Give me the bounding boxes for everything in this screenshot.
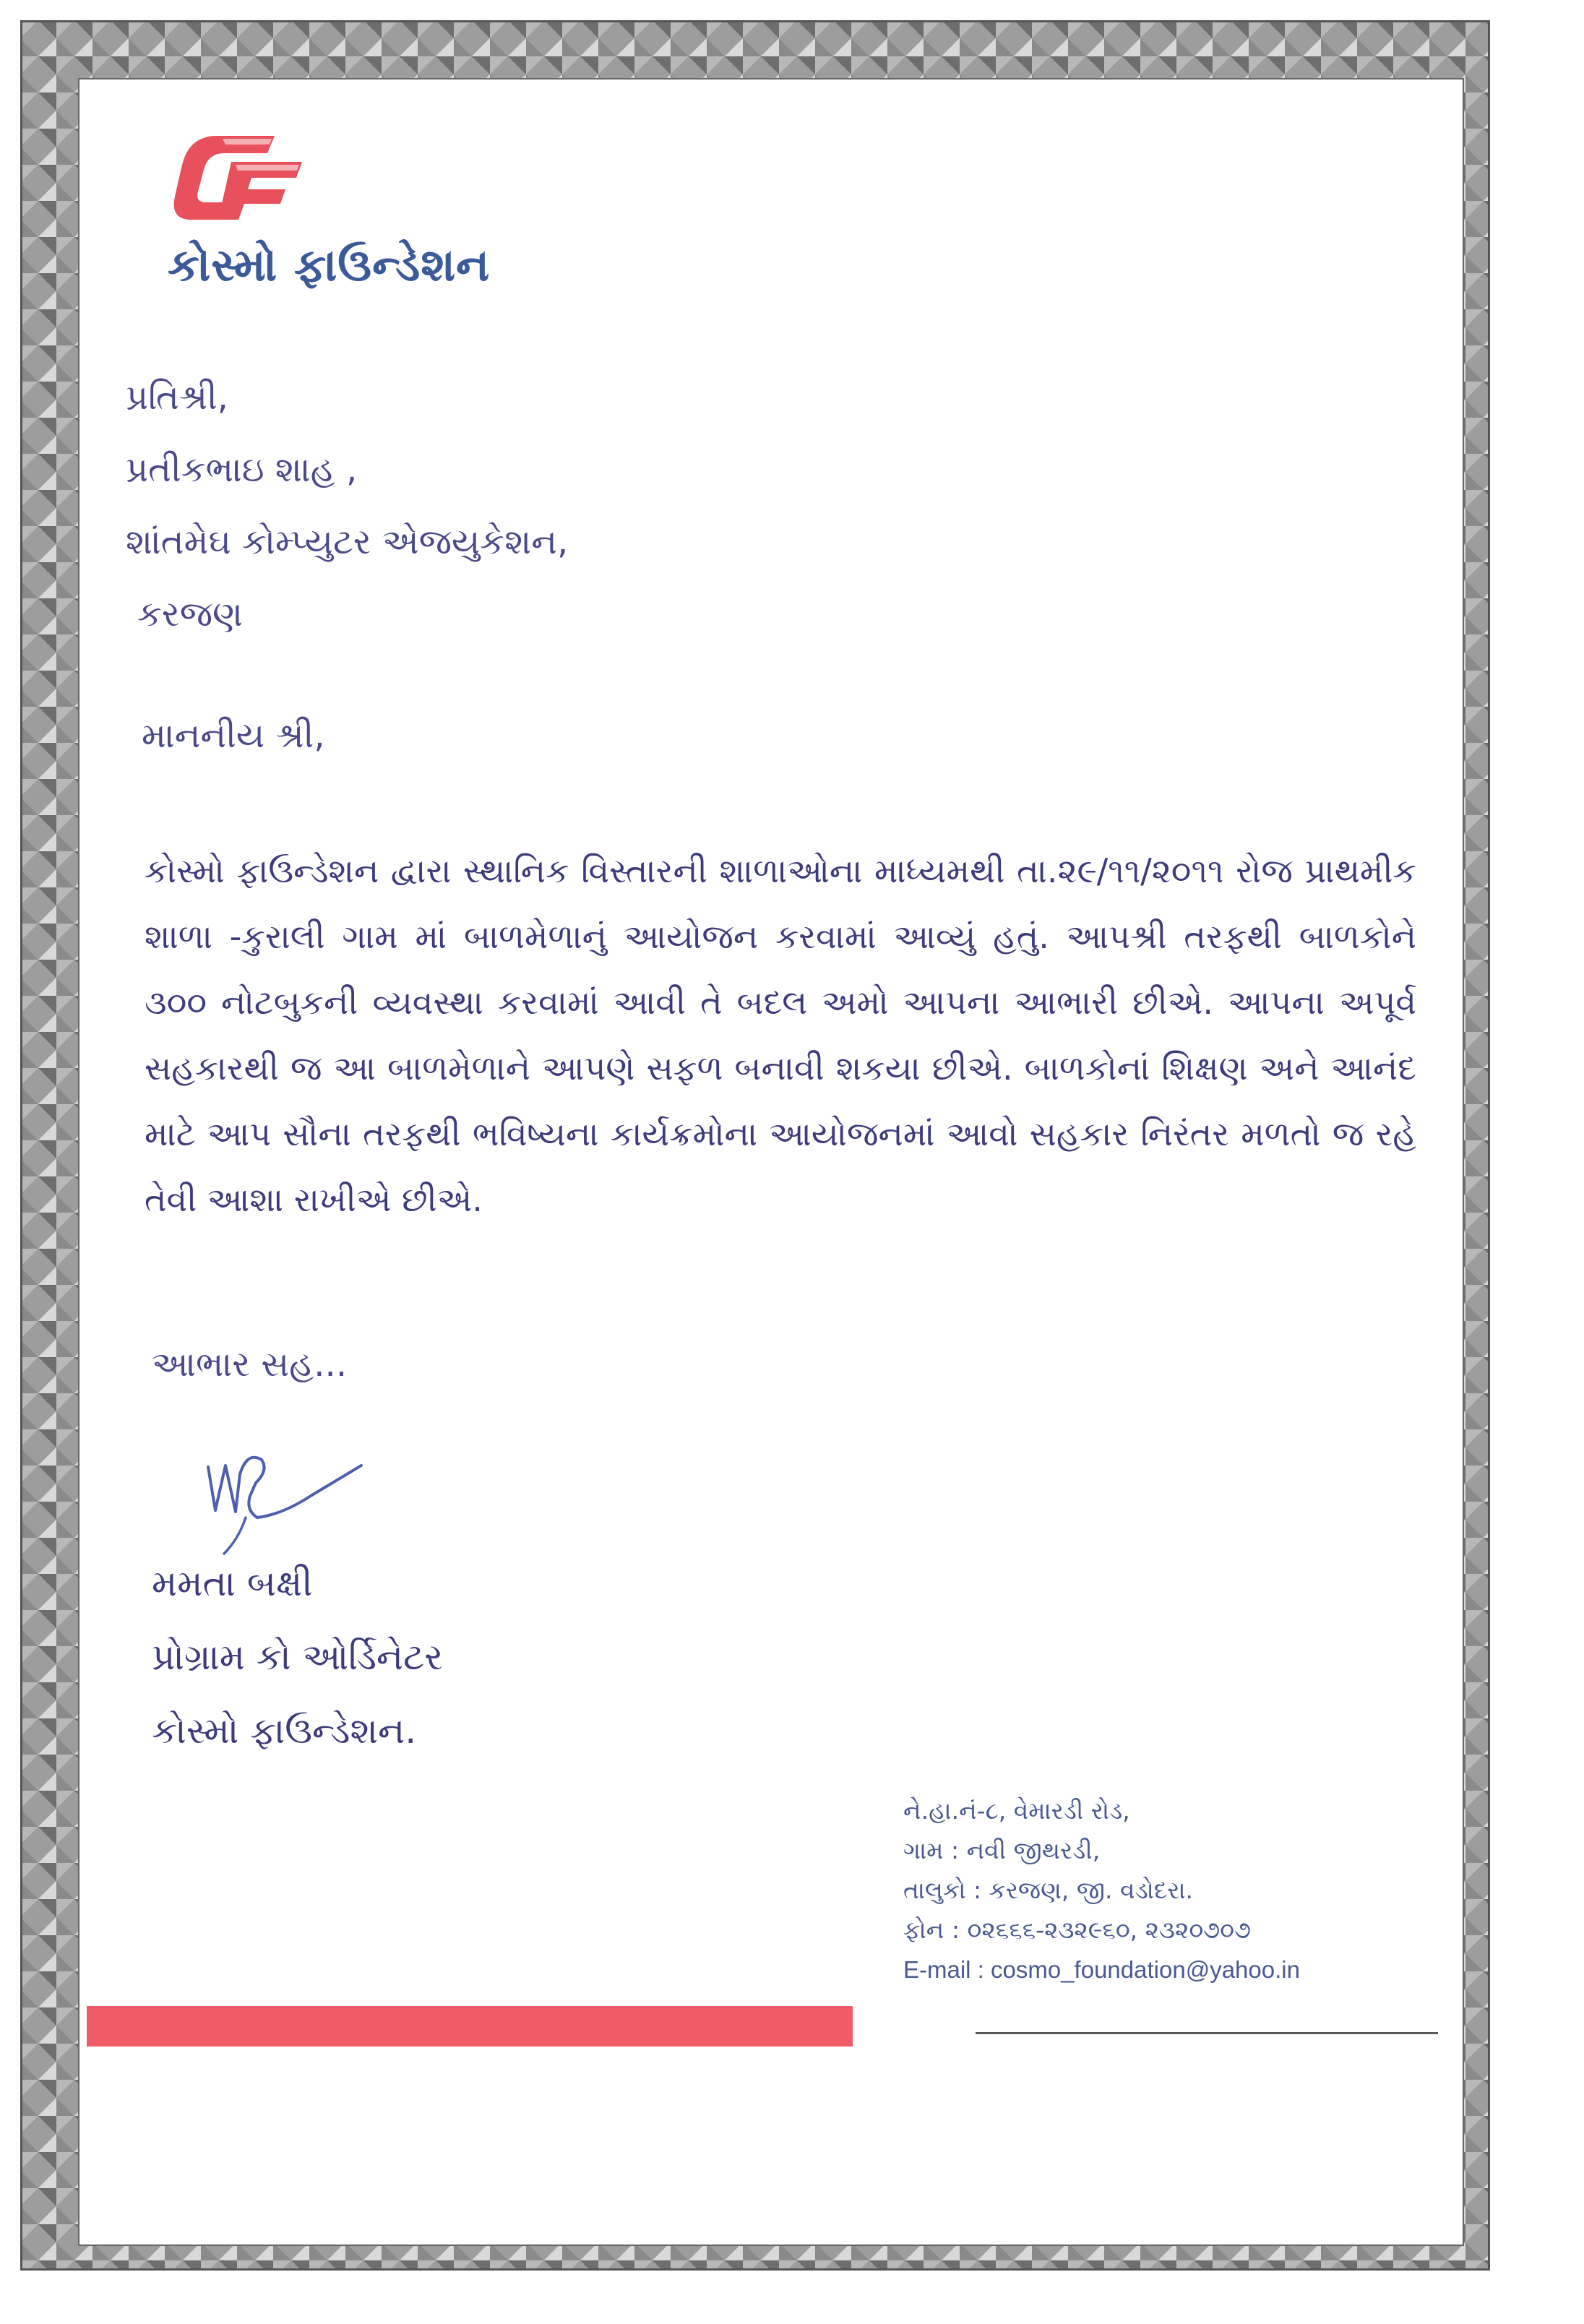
signatory-name: મમતા બક્ષી <box>152 1562 313 1604</box>
recipient-line-3: શાંતમેઘ કોમ્પ્યુટર એજયુકેશન, <box>126 522 569 562</box>
signatory-org: કોસ્મો ફાઉન્ડેશન. <box>152 1710 417 1752</box>
recipient-address <box>126 361 568 650</box>
signatory-block <box>152 1546 443 1768</box>
recipient-line-2: પ્રતીકભાઇ શાહ , <box>126 449 358 490</box>
footer-line-2: ગામ : નવી જીથરડી, <box>903 1836 1101 1864</box>
org-name: કોસ્મો ફાઉન્ડેશન <box>168 238 491 291</box>
closing: આભાર સહ... <box>152 1344 348 1385</box>
recipient-line-1: પ્રતિશ્રી, <box>126 377 228 418</box>
footer-line-1: ને.હા.નં-૮, વેમારડી રોડ, <box>903 1796 1130 1825</box>
cf-logo <box>166 130 304 227</box>
footer-line-4: ફોન : ૦૨૬૬૬-૨૩૨૯૬૦, ૨૩૨૦૭૦૭ <box>903 1916 1251 1944</box>
cf-logo-icon <box>166 130 304 224</box>
footer-line-3: તાલુકો : કરજણ, જી. વડોદરા. <box>903 1876 1194 1904</box>
brand-color-bar <box>87 2006 853 2047</box>
salutation: માનનીય શ્રી, <box>142 715 325 756</box>
letter-body: કોસ્મો ફાઉન્ડેશન દ્વારા સ્થાનિક વિસ્તારની શાળાઓના માધ્યમથી તા.૨૯/૧૧/૨૦૧૧ રોજ પ્રાથમીક શાળા -કુરાલી ગામ માં બાળમેળાનું આયોજન કરવામાં આવ્યું હતું. આપશ્રી તરફથી બાળકોને ૩૦૦ નોટબુકની વ્યવસ્થા કરવામાં આવી તે બદલ અમો આપના આભારી છીએ. આપના અપૂર્વ સહકારથી જ આ બાળમેળાને આપણે સફળ બનાવી શકયા છીએ. બાળકોનાં શિક્ષણ અને આનંદ માટે આપ સૌના તરફથી ભવિષ્યના કાર્યક્રમોના આયોજનમાં આવો સહકાર નિરંતર મળતો જ રહે તેવી આશા રાખીએ છીએ. <box>145 851 1416 1219</box>
footer-email: E-mail : cosmo_foundation@yahoo.in <box>903 1956 1300 1983</box>
footer-address <box>903 1791 1300 1989</box>
footer-divider <box>976 2032 1438 2034</box>
recipient-line-4: કરજણ <box>137 594 243 634</box>
signatory-title: પ્રોગ્રામ કો ઓર્ડિનેટર <box>152 1636 444 1678</box>
